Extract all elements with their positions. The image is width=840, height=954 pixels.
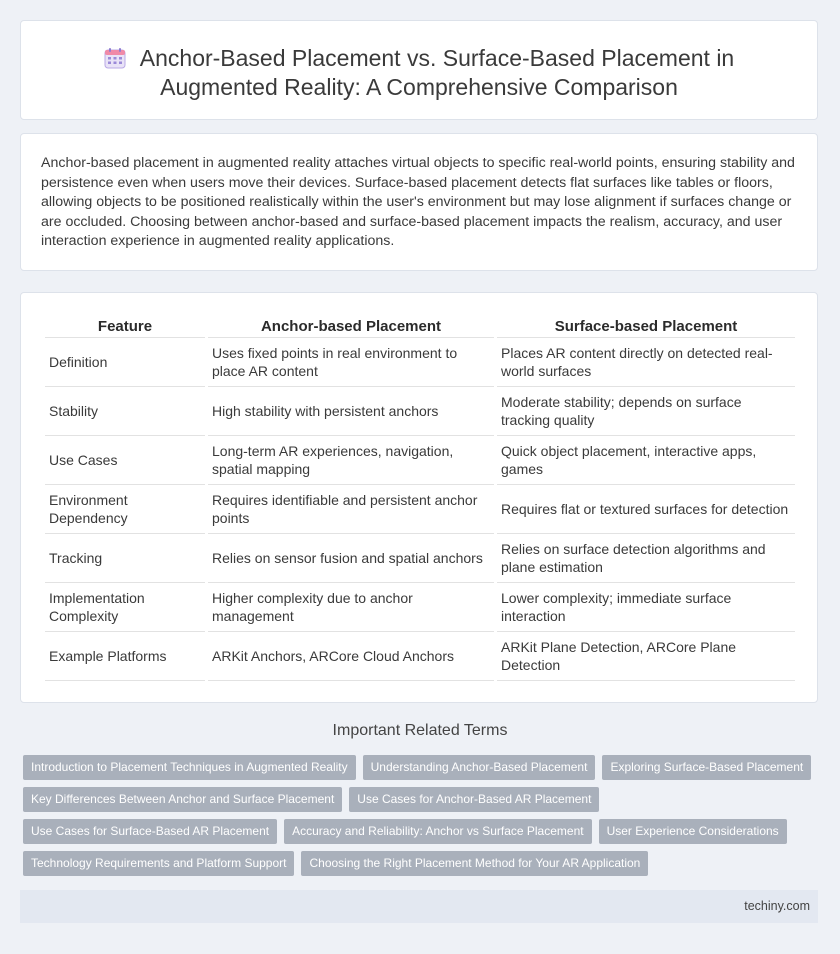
cell-feature: Example Platforms xyxy=(45,632,205,681)
related-terms-tags xyxy=(23,755,823,883)
intro-card xyxy=(20,133,818,271)
related-term-tag[interactable]: Understanding Anchor-Based Placement xyxy=(363,755,596,780)
cell-surface: Lower complexity; immediate surface interaction xyxy=(497,583,795,632)
related-term-tag[interactable]: Introduction to Placement Techniques in Augmented Reality xyxy=(23,755,356,780)
comparison-table xyxy=(42,315,798,681)
cell-anchor: Relies on sensor fusion and spatial anchors xyxy=(208,534,494,583)
related-term-tag[interactable]: Use Cases for Anchor-Based AR Placement xyxy=(349,787,599,812)
table-row xyxy=(45,632,795,681)
related-terms-heading: Important Related Terms xyxy=(332,722,508,739)
cell-anchor: High stability with persistent anchors xyxy=(208,387,494,436)
page-title xyxy=(21,44,817,102)
cell-feature: Use Cases xyxy=(45,436,205,485)
table-header-row xyxy=(45,315,795,338)
cell-anchor: ARKit Anchors, ARCore Cloud Anchors xyxy=(208,632,494,681)
table-row xyxy=(45,485,795,534)
cell-surface: Relies on surface detection algorithms and plane estimation xyxy=(497,534,795,583)
tag-row xyxy=(23,851,823,876)
header-feature: Feature xyxy=(45,315,205,338)
cell-surface: Places AR content directly on detected real-world surfaces xyxy=(497,338,795,387)
cell-feature: Tracking xyxy=(45,534,205,583)
header-surface: Surface-based Placement xyxy=(497,315,795,338)
cell-feature: Implementation Complexity xyxy=(45,583,205,632)
tag-row xyxy=(23,755,823,780)
cell-feature: Definition xyxy=(45,338,205,387)
table-row xyxy=(45,436,795,485)
title-card xyxy=(20,20,818,120)
cell-anchor: Uses fixed points in real environment to place AR content xyxy=(208,338,494,387)
comparison-table-card xyxy=(20,292,818,703)
title-line-2: Augmented Reality: A Comprehensive Comparison xyxy=(160,74,678,100)
footer xyxy=(20,890,818,923)
cell-anchor: Higher complexity due to anchor management xyxy=(208,583,494,632)
related-term-tag[interactable]: Key Differences Between Anchor and Surface Placement xyxy=(23,787,342,812)
cell-anchor: Long-term AR experiences, navigation, spatial mapping xyxy=(208,436,494,485)
related-term-tag[interactable]: Technology Requirements and Platform Support xyxy=(23,851,294,876)
cell-surface: Moderate stability; depends on surface tracking quality xyxy=(497,387,795,436)
related-term-tag[interactable]: User Experience Considerations xyxy=(599,819,787,844)
tag-row xyxy=(23,819,823,844)
cell-feature: Environment Dependency xyxy=(45,485,205,534)
header-anchor: Anchor-based Placement xyxy=(208,315,494,338)
cell-surface: ARKit Plane Detection, ARCore Plane Detection xyxy=(497,632,795,681)
title-line-1: Anchor-Based Placement vs. Surface-Based Placement in xyxy=(139,45,735,71)
related-term-tag[interactable]: Exploring Surface-Based Placement xyxy=(602,755,811,780)
table-row xyxy=(45,534,795,583)
table-row xyxy=(45,583,795,632)
cell-anchor: Requires identifiable and persistent anchor points xyxy=(208,485,494,534)
related-term-tag[interactable]: Use Cases for Surface-Based AR Placement xyxy=(23,819,277,844)
table-row xyxy=(45,387,795,436)
table-row xyxy=(45,338,795,387)
calendar-icon xyxy=(104,47,126,69)
cell-feature: Stability xyxy=(45,387,205,436)
related-term-tag[interactable]: Accuracy and Reliability: Anchor vs Surface Placement xyxy=(284,819,591,844)
footer-site-link[interactable]: techiny.com xyxy=(744,899,810,913)
related-term-tag[interactable]: Choosing the Right Placement Method for Your AR Application xyxy=(301,851,648,876)
intro-paragraph: Anchor-based placement in augmented reality attaches virtual objects to specific real-world points, ensuring stability and persistence even when users move their devices. Surface-based placement detects flat surfaces like tables or floors, allowing objects to be positioned realistically within the user's environment but may lose alignment if surfaces change or are occluded. Choosing between anchor-based and surface-based placement impacts the realism, accuracy, and user interaction experience in augmented reality applications. xyxy=(41,155,795,250)
cell-surface: Requires flat or textured surfaces for detection xyxy=(497,485,795,534)
tag-row xyxy=(23,787,823,812)
cell-surface: Quick object placement, interactive apps, games xyxy=(497,436,795,485)
